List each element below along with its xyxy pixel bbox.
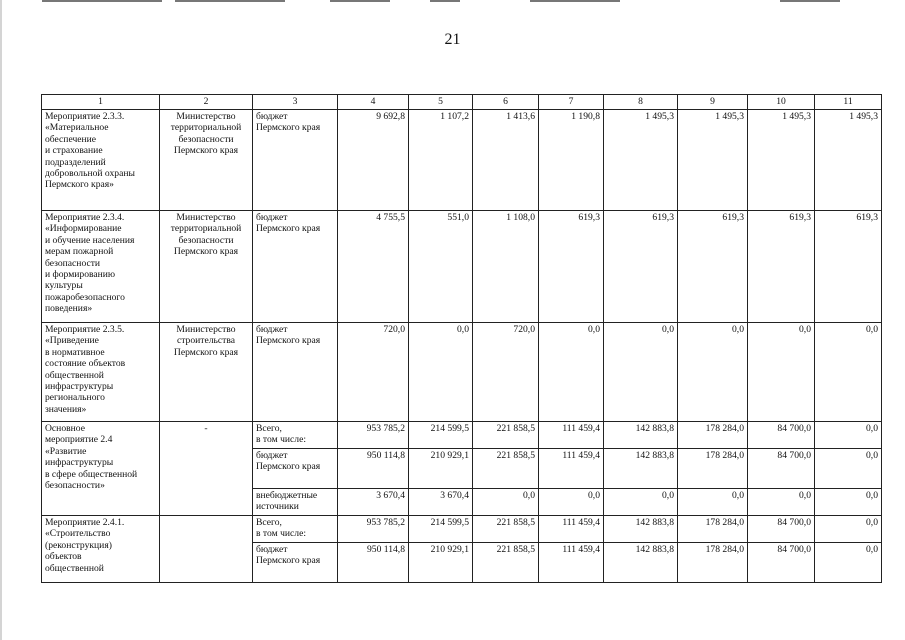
value-cell: 0,0 — [604, 323, 678, 422]
column-header: 2 — [160, 95, 253, 110]
top-rule — [430, 0, 460, 2]
source-cell — [253, 422, 338, 449]
cell-line: Министерство — [176, 212, 236, 223]
cell-line: Основное — [45, 423, 85, 434]
value-cell: 111 459,4 — [539, 516, 604, 543]
value-cell: 0,0 — [678, 489, 748, 516]
activity-cell — [42, 516, 160, 583]
value-cell: 720,0 — [338, 323, 409, 422]
value-cell: 950 114,8 — [338, 449, 409, 489]
top-rule — [530, 0, 620, 2]
value-cell: 111 459,4 — [539, 449, 604, 489]
value-cell: 0,0 — [748, 489, 815, 516]
cell-line: Пермского края — [256, 122, 321, 134]
value-cell: 619,3 — [678, 211, 748, 323]
value-cell: 0,0 — [815, 449, 882, 489]
cell-line: состояние объектов — [45, 358, 126, 370]
top-rule — [42, 0, 162, 2]
value-cell: 953 785,2 — [338, 422, 409, 449]
value-cell: 4 755,5 — [338, 211, 409, 323]
cell-line: безопасности — [178, 234, 234, 246]
value-cell: 619,3 — [815, 211, 882, 323]
cell-line: Министерство — [176, 324, 236, 335]
top-rule — [780, 0, 840, 2]
source-cell — [253, 323, 338, 422]
cell-line: безопасности — [178, 133, 234, 145]
value-cell: 0,0 — [678, 323, 748, 422]
cell-line: Всего, — [256, 517, 282, 528]
cell-line: «Строительство — [45, 528, 111, 540]
cell-line: (реконструкция) — [45, 539, 112, 551]
value-cell: 210 929,1 — [409, 543, 473, 583]
cell-line: и страхование — [45, 145, 103, 157]
value-cell: 9 692,8 — [338, 110, 409, 211]
cell-line: строительства — [176, 335, 236, 347]
table-row — [42, 422, 882, 449]
source-cell — [253, 489, 338, 516]
value-cell: 953 785,2 — [338, 516, 409, 543]
value-cell: 142 883,8 — [604, 516, 678, 543]
cell-line: поведения» — [45, 303, 93, 315]
column-header: 5 — [409, 95, 473, 110]
cell-line: инфраструктуры — [45, 381, 114, 393]
cell-line: Министерство — [176, 111, 236, 122]
cell-line: Мероприятие 2.3.5. — [45, 324, 125, 335]
value-cell: 1 495,3 — [815, 110, 882, 211]
cell-line: регионального — [45, 392, 105, 404]
activity-cell — [42, 211, 160, 323]
value-cell: 221 858,5 — [473, 449, 539, 489]
executor-cell: - — [160, 422, 253, 516]
value-cell: 1 495,3 — [748, 110, 815, 211]
table-row — [42, 110, 882, 211]
value-cell: 1 107,2 — [409, 110, 473, 211]
value-cell: 111 459,4 — [539, 543, 604, 583]
value-cell: 3 670,4 — [338, 489, 409, 516]
cell-line: добровольной охраны — [45, 168, 135, 180]
column-header: 10 — [748, 95, 815, 110]
value-cell: 619,3 — [539, 211, 604, 323]
cell-line: территориальной — [170, 223, 242, 235]
value-cell: 0,0 — [815, 323, 882, 422]
cell-line: источники — [256, 501, 299, 513]
executor-cell — [160, 516, 253, 583]
value-cell: 0,0 — [748, 323, 815, 422]
column-header: 11 — [815, 95, 882, 110]
value-cell: 111 459,4 — [539, 422, 604, 449]
value-cell: 0,0 — [604, 489, 678, 516]
cell-line: пожаробезопасного — [45, 291, 125, 303]
value-cell: 1 495,3 — [604, 110, 678, 211]
value-cell: 84 700,0 — [748, 543, 815, 583]
value-cell: 221 858,5 — [473, 543, 539, 583]
cell-line: «Информирование — [45, 223, 122, 235]
cell-line: значения» — [45, 403, 87, 415]
cell-line: территориальной — [170, 122, 242, 134]
value-cell: 84 700,0 — [748, 422, 815, 449]
table-row — [42, 323, 882, 422]
value-cell: 178 284,0 — [678, 543, 748, 583]
source-cell — [253, 211, 338, 323]
executor-cell — [160, 110, 253, 211]
value-cell: 214 599,5 — [409, 422, 473, 449]
value-cell: 0,0 — [539, 323, 604, 422]
program-table — [41, 94, 882, 583]
cell-line: Пермского края — [256, 461, 321, 473]
source-cell — [253, 110, 338, 211]
value-cell: 3 670,4 — [409, 489, 473, 516]
value-cell: 0,0 — [815, 489, 882, 516]
value-cell: 0,0 — [409, 323, 473, 422]
value-cell: 142 883,8 — [604, 543, 678, 583]
value-cell: 0,0 — [539, 489, 604, 516]
source-cell — [253, 543, 338, 583]
cell-line: в сфере общественной — [45, 468, 138, 480]
value-cell: 84 700,0 — [748, 449, 815, 489]
cell-line: «Приведение — [45, 335, 99, 347]
cell-line: «Развитие — [45, 445, 87, 457]
value-cell: 1 495,3 — [678, 110, 748, 211]
value-cell: 0,0 — [815, 422, 882, 449]
cell-line: Пермского края — [256, 223, 321, 235]
value-cell: 142 883,8 — [604, 422, 678, 449]
activity-cell — [42, 110, 160, 211]
top-rule — [175, 0, 285, 2]
cell-line: общественной — [45, 562, 104, 574]
activity-cell — [42, 323, 160, 422]
column-header: 8 — [604, 95, 678, 110]
executor-cell — [160, 211, 253, 323]
value-cell: 950 114,8 — [338, 543, 409, 583]
cell-line: бюджет — [256, 111, 288, 122]
activity-cell — [42, 422, 160, 516]
value-cell: 619,3 — [748, 211, 815, 323]
cell-line: обеспечение — [45, 133, 97, 145]
value-cell: 720,0 — [473, 323, 539, 422]
cell-line: безопасности — [45, 257, 101, 269]
page-edge — [0, 0, 2, 640]
cell-line: бюджет — [256, 544, 288, 555]
cell-line: мерам пожарной — [45, 246, 114, 258]
column-header: 7 — [539, 95, 604, 110]
column-header: 4 — [338, 95, 409, 110]
value-cell: 178 284,0 — [678, 516, 748, 543]
cell-line: в нормативное — [45, 346, 105, 358]
cell-line: мероприятие 2.4 — [45, 434, 113, 446]
page-number: 21 — [444, 31, 461, 48]
cell-line: общественной — [45, 369, 104, 381]
cell-line: культуры — [45, 280, 83, 292]
top-rule — [330, 0, 390, 2]
value-cell: 84 700,0 — [748, 516, 815, 543]
cell-line: и обучение населения — [45, 234, 135, 246]
value-cell: 551,0 — [409, 211, 473, 323]
cell-line: Пермского края — [173, 346, 239, 358]
cell-line: Пермского края — [173, 145, 239, 157]
executor-cell — [160, 323, 253, 422]
column-header: 9 — [678, 95, 748, 110]
value-cell: 1 190,8 — [539, 110, 604, 211]
cell-line: Мероприятие 2.3.4. — [45, 212, 125, 223]
value-cell: 0,0 — [815, 516, 882, 543]
value-cell: 221 858,5 — [473, 516, 539, 543]
value-cell: 0,0 — [473, 489, 539, 516]
value-cell: 210 929,1 — [409, 449, 473, 489]
cell-line: бюджет — [256, 450, 288, 461]
cell-line: Мероприятие 2.3.3. — [45, 111, 125, 122]
header-row — [42, 95, 882, 110]
cell-line: Пермского края — [256, 335, 321, 347]
table-row — [42, 211, 882, 323]
cell-line: Пермского края — [173, 246, 239, 258]
column-header: 6 — [473, 95, 539, 110]
source-cell — [253, 449, 338, 489]
cell-line: Всего, — [256, 423, 282, 434]
value-cell: 214 599,5 — [409, 516, 473, 543]
cell-line: в том числе: — [256, 434, 307, 446]
source-cell — [253, 516, 338, 543]
cell-line: Пермского края — [256, 555, 321, 567]
column-header: 3 — [253, 95, 338, 110]
cell-line: Пермского края» — [45, 179, 114, 191]
cell-line: в том числе: — [256, 528, 307, 540]
value-cell: 0,0 — [815, 543, 882, 583]
value-cell: 178 284,0 — [678, 422, 748, 449]
value-cell: 1 108,0 — [473, 211, 539, 323]
cell-line: бюджет — [256, 212, 288, 223]
value-cell: 142 883,8 — [604, 449, 678, 489]
cell-line: инфраструктуры — [45, 457, 114, 469]
value-cell: 221 858,5 — [473, 422, 539, 449]
cell-line: безопасности» — [45, 480, 105, 492]
table-row — [42, 516, 882, 543]
column-header: 1 — [42, 95, 160, 110]
cell-line: и формированию — [45, 269, 116, 281]
value-cell: 178 284,0 — [678, 449, 748, 489]
cell-line: Мероприятие 2.4.1. — [45, 517, 125, 528]
value-cell: 619,3 — [604, 211, 678, 323]
cell-line: внебюджетные — [256, 490, 318, 501]
cell-line: подразделений — [45, 156, 106, 168]
cell-line: бюджет — [256, 324, 288, 335]
cell-line: «Материальное — [45, 122, 109, 134]
cell-line: объектов — [45, 551, 82, 563]
value-cell: 1 413,6 — [473, 110, 539, 211]
